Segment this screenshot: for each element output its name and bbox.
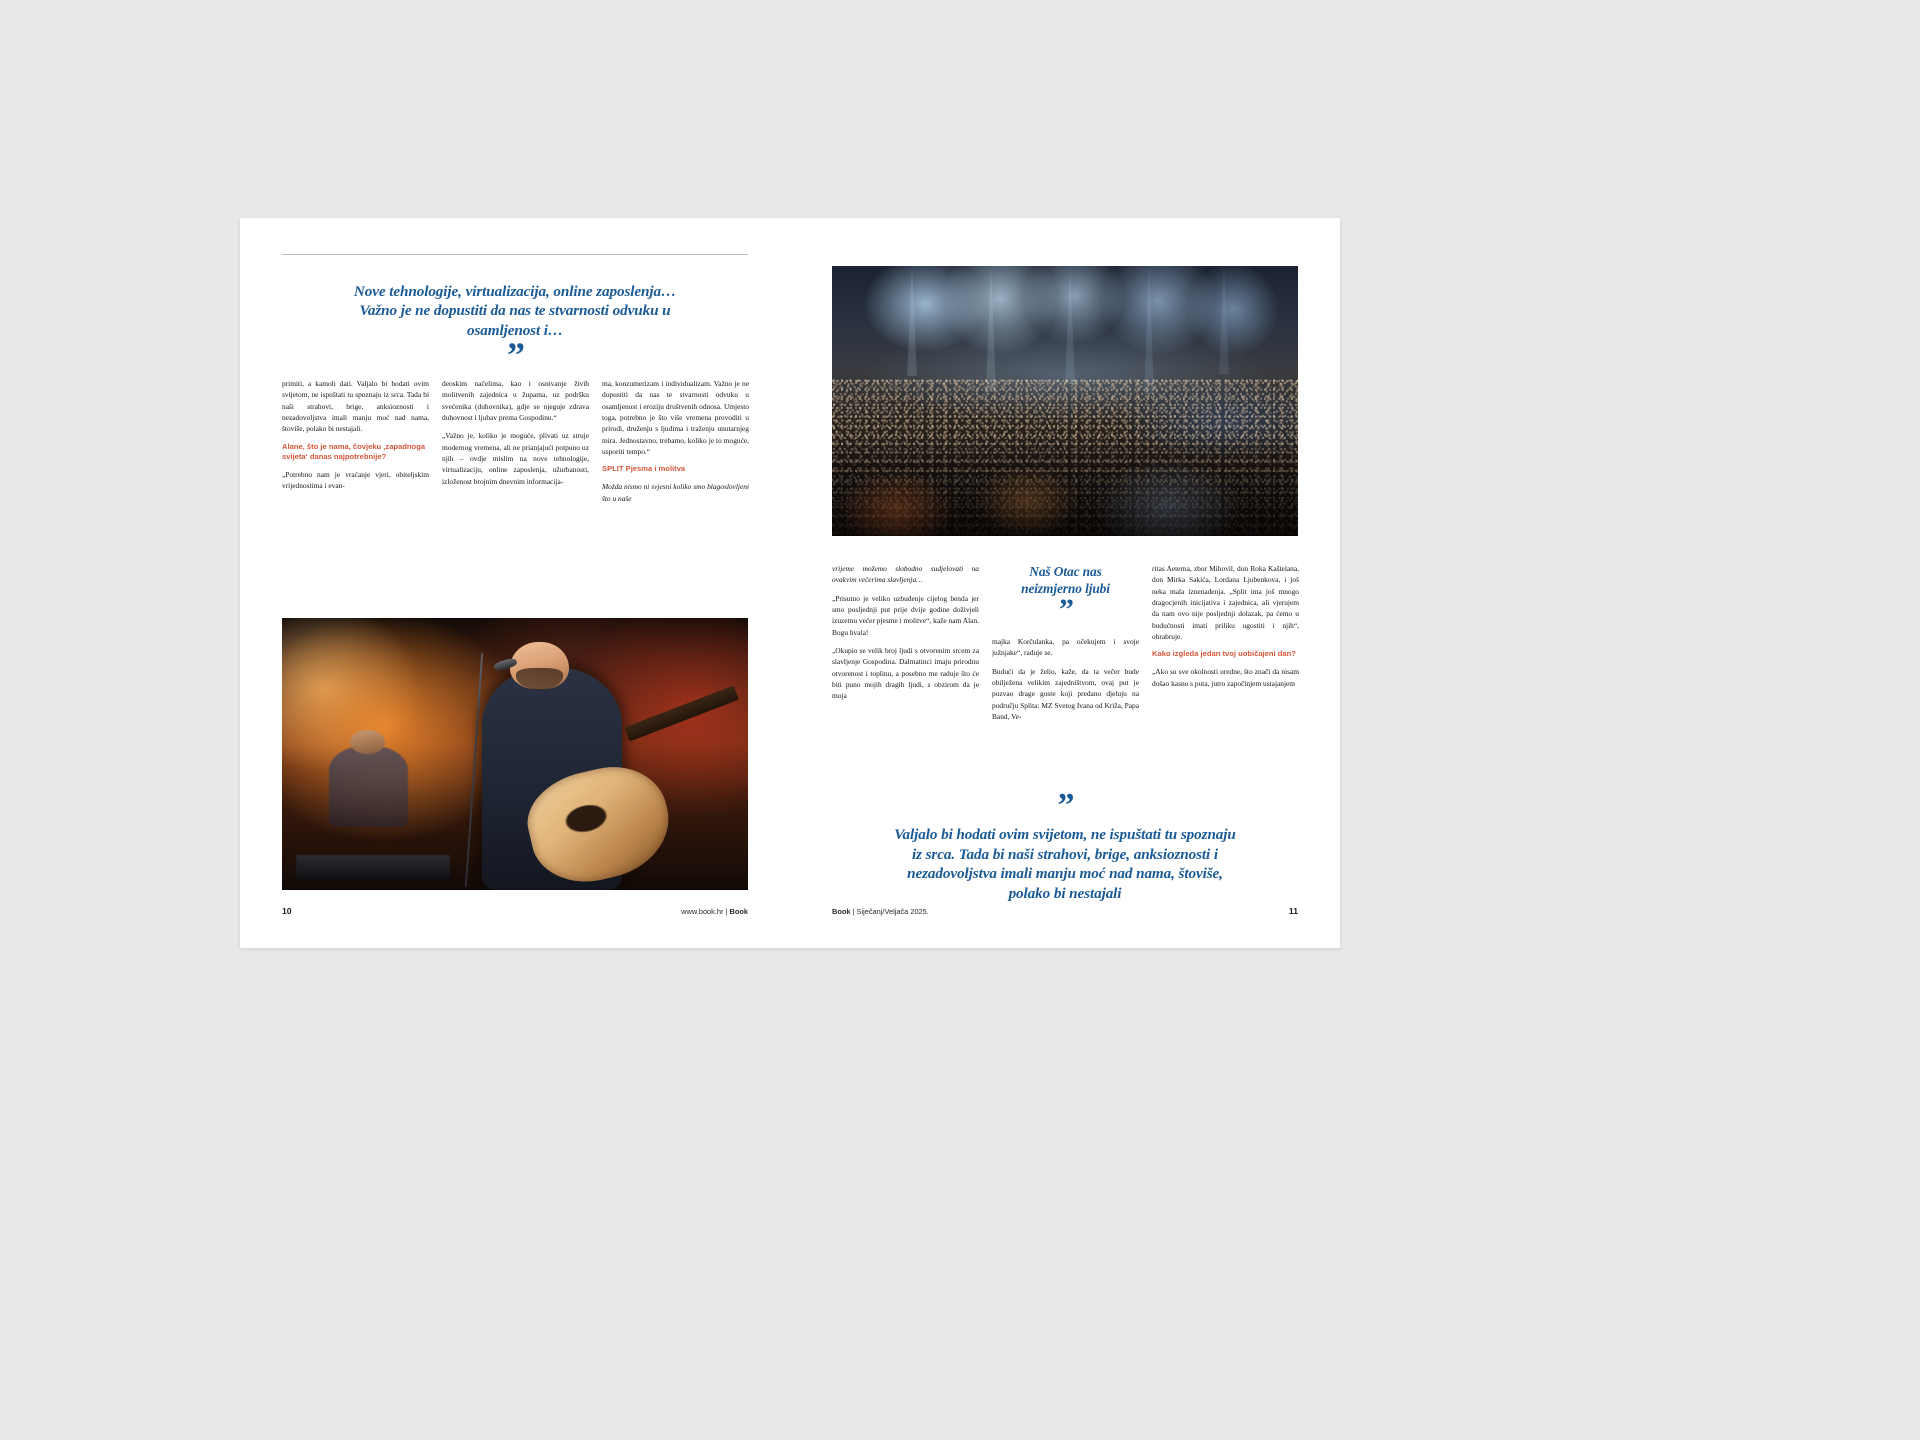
right-bottom-pullquote-line-4: polako bi nestajali (1008, 884, 1122, 902)
left-column-1 (282, 378, 429, 491)
left-col1-after-heading: „Potrebno nam je vraćanje vjeri, obiteljskim vrijednostima i evan- (282, 469, 429, 490)
stage-light-beam-5 (1219, 266, 1229, 374)
left-pullquote-line-3: osamljenost i… (466, 321, 564, 339)
concert-stage-crowd-photo (832, 266, 1298, 536)
left-page (240, 218, 790, 948)
right-col3-paragraph-1: ritas Aeterna, zbor Mihovil, don Roka Kaštelana, don Mirka Sakića, Lordana Ljubenkova, i još neka mala iznenađenja. „Split ima još mnogo dragocjenih inicijativa i zajednica, ali vjerujem da nam ovo nije posljednji dolazak, pa ćemo u budućnosti imati priliku ugostiti i njih“, ohrabruje. (1152, 564, 1299, 641)
left-pullquote-line-1: Nove tehnologije, virtualizacija, online zaposlenja… (353, 283, 677, 300)
left-page-number: 10 (282, 906, 292, 916)
right-col1-paragraph-2: „Okupio se velik broj ljudi s otvorenim srcem za slavljenje Gospodina. Dalmatinci imaju prirodnu otvorenost i toplinu, a posebno me raduje što će biti puno mojih dragih ljudi, s obzirom da je moja (832, 645, 979, 701)
left-col2-paragraph-2: „Važno je, koliko je moguće, plivati uz struje modernog vremena, ali ne prianjajući potpuno uz njih – ovdje mislim na nove tehnologije, virtualizaciju, online zaposlenja, užurbanosti, izloženost brojnim dnevnim informacija- (442, 431, 589, 486)
right-column-2 (992, 636, 1139, 722)
left-column-2 (442, 378, 589, 487)
right-col3-after-heading: „Ako su sve okolnosti uredne, što znači da nisam došao kasno s puta, jutro započinjem ustajanjem (1152, 667, 1299, 688)
left-pullquote (282, 282, 748, 376)
footer-brand: Book (729, 907, 748, 916)
stage-light-beam-2 (986, 266, 996, 392)
left-page-footer (570, 907, 748, 916)
right-mid-pullquote (992, 563, 1139, 627)
left-pullquote-line-2: Važno je ne dopustiti da nas te stvarnosti odvuku u (359, 302, 671, 320)
right-footer-separator: | (850, 907, 857, 916)
right-page-footer (832, 907, 1092, 916)
footer-separator: | (723, 907, 730, 916)
right-footer-issue: Siječanj/Veljača 2025. (856, 907, 929, 916)
right-col2-paragraph-1: majka Korčulanka, pa očekujem i svoje južnjake“, raduje se. (992, 637, 1139, 658)
right-bottom-pullquote-line-1: Valjalo bi hodati ovim svijetom, ne ispuštati tu spoznaju (894, 826, 1236, 844)
keyboardist-figure (329, 746, 408, 828)
right-mid-pullquote-quote-icon: ” (1059, 593, 1072, 627)
keyboard-deck (296, 855, 450, 879)
left-col3-after-heading: Možda nismo ni svjesni koliko smo blagoslovljeni što u naše (602, 482, 749, 503)
stage-light-beam-1 (907, 266, 917, 376)
right-col1-paragraph-1: „Prisutno je veliko uzbuđenje cijelog benda jer smo posljednji put prije dvije godine doživjeli izuzetnu večer pjesme i molitve“, kaže nam Alan. Bogu hvala! (832, 593, 979, 637)
right-page (790, 218, 1340, 948)
right-column-1 (832, 563, 979, 702)
left-column-3 (602, 378, 749, 504)
footer-website: www.book.hr (681, 907, 724, 916)
singer-with-guitar-photo (282, 618, 748, 890)
left-col1-heading: Alane, što je nama, čovjeku ‚zapadnoga svijeta‘ danas najpotrebnije? (282, 441, 426, 461)
left-col3-paragraph-1: ma, konzumerizam i individualizam. Važno je ne dopustiti da nas te stvarnosti odvuku u osamljenost i eroziju društvenih odnosa. Umjesto toga, potrebno je što više vremena provoditi u prirodi, druženju s ljudima i traženju unutarnjeg mira. Jednostavno, trebamo, koliko je to moguće, usporiti tempo.“ (602, 379, 749, 456)
right-bottom-pullquote-line-2: iz srca. Tada bi naši strahovi, brige, anksioznosti i (912, 845, 1218, 863)
right-col1-intro-italic: vrijeme možemo slobodno sudjelovati na ovakvim večerima slavljenja… (832, 564, 979, 585)
left-col1-paragraph-1: primiti, a kamoli dati. Valjalo bi hodati ovim svijetom, ne ispuštati tu spoznaju iz srca. Tada bi naši strahovi, brige, anksioznosti i nezadovoljstva imali manju moć nad nama, štoviše, polako bi nestajali. (282, 379, 429, 434)
stage-light-beam-4 (1144, 266, 1154, 394)
magazine-spread (240, 218, 1340, 948)
stage-light-beam-3 (1065, 266, 1075, 384)
left-page-top-rule (282, 254, 748, 255)
right-col2-paragraph-2: Budući da je želio, kaže, da ta večer bude obilježena velikim zajedništvom, ovaj put je pozvao drage goste koji predano djeluju na području Splita: MZ Svetog Ivana od Križa, Papa Band, Ve- (992, 666, 1139, 721)
left-pullquote-quote-icon: ” (507, 335, 523, 376)
right-footer-brand: Book (832, 907, 851, 916)
right-bottom-pullquote (832, 787, 1298, 903)
right-bottom-pullquote-line-3: nezadovoljstva imali manju moć nad nama, štoviše, (907, 865, 1223, 883)
right-bottom-pullquote-quote-icon: ” (1057, 787, 1073, 824)
keyboardist-head (350, 730, 385, 754)
left-col2-paragraph-1: deoskim načelima, kao i osnivanje živih molitvenih zajednica u župama, uz podršku svećenika (duhovnika), gdje se njeguje zdrava duhovnost i ljubav prema Gospodinu.“ (442, 379, 589, 422)
right-column-3 (1152, 563, 1299, 689)
right-col3-heading: Kako izgleda jedan tvoj uobičajeni dan? (1152, 649, 1296, 659)
stage-foreground-band (832, 444, 1298, 536)
right-mid-pullquote-line-2: neizmjerno ljubi (1021, 581, 1110, 597)
left-col3-heading: SPLIT Pjesma i molitva (602, 464, 686, 474)
right-page-number: 11 (1288, 906, 1298, 916)
right-mid-pullquote-line-1: Naš Otac nas (1029, 564, 1102, 579)
